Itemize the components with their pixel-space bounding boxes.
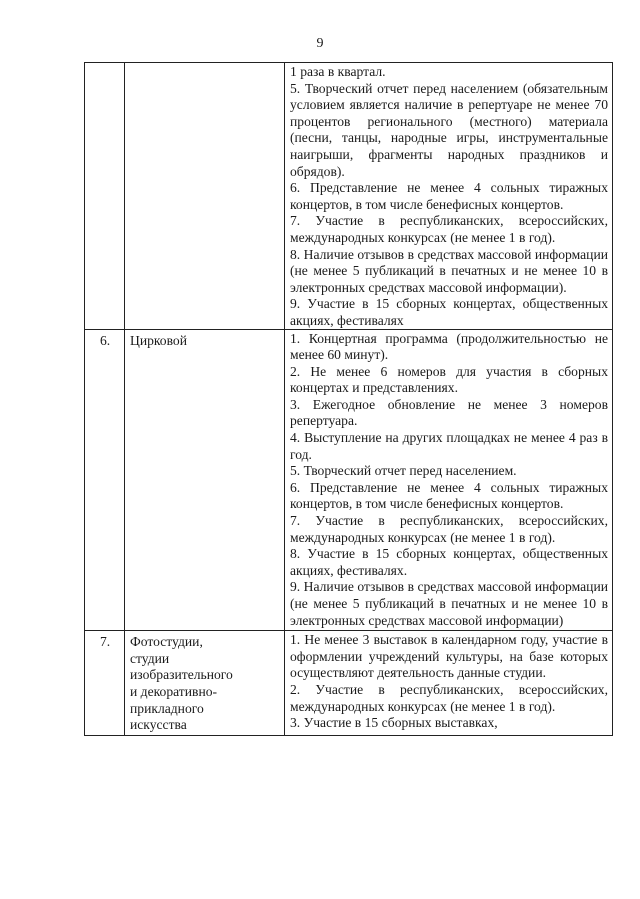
requirement-item: 7. Участие в республиканских, всероссийских, международных конкурсах (не менее 1 в год). xyxy=(290,513,608,545)
row-number: 7. xyxy=(100,634,111,650)
requirement-item: 2. Не менее 6 номеров для участия в сборных концертах и представлениях. xyxy=(290,363,608,396)
page-number: 9 xyxy=(316,36,324,51)
requirement-item: 4. Выступление на других площадках не менее 4 раз в год. xyxy=(290,430,608,462)
row-name-cell xyxy=(125,631,285,736)
requirement-item: 8. Наличие отзывов в средствах массовой информации (не менее 5 публикаций в печатных и не менее 10 в электронных средствах массовой информации). xyxy=(290,246,608,295)
row-number: 6. xyxy=(100,332,111,348)
requirement-item: 5. Творческий отчет перед населением (обязательным условием является наличие в репертуаре не менее 70 процентов регионального (местного) материала (песни, танцы, народные игры, инструментальные наигрыши, фрагменты народных праздников и обрядов). xyxy=(290,80,608,179)
row-name: Цирковой xyxy=(130,332,187,348)
row-requirements-cell xyxy=(285,631,613,736)
requirement-item: 5. Творческий отчет перед населением. xyxy=(290,463,517,479)
row-number-cell xyxy=(85,329,125,631)
requirement-item: 2. Участие в республиканских, всероссийских, международных конкурсах (не менее 1 в год). xyxy=(290,681,608,714)
requirement-item: 9. Наличие отзывов в средствах массовой информации (не менее 5 публикаций в печатных и не менее 10 в электронных средствах массовой информации) xyxy=(290,579,608,628)
row-name-cell xyxy=(125,63,285,330)
requirement-item: 1. Концертная программа (продолжительностью не менее 60 минут). xyxy=(290,330,608,363)
row-name: Фотостудии, студии изобразительного и декоративно- прикладного искусства xyxy=(130,634,233,733)
requirement-item: 3. Ежегодное обновление не менее 3 номеров репертуара. xyxy=(290,396,608,429)
requirement-item: 7. Участие в республиканских, всероссийских, международных конкурсах (не менее 1 в год). xyxy=(290,213,608,245)
requirement-item: 1. Не менее 3 выставок в календарном году, участие в оформлении учреждений культуры, на базе которых осуществляют деятельность данные студии. xyxy=(290,632,608,681)
requirement-item: 8. Участие в 15 сборных концертах, общественных акциях, фестивалях. xyxy=(290,546,608,578)
requirement-item: 3. Участие в 15 сборных выставках, xyxy=(290,715,498,731)
requirement-item: 9. Участие в 15 сборных концертах, общественных акциях, фестивалях xyxy=(290,296,608,328)
row-name-cell xyxy=(125,329,285,631)
requirement-item: 6. Представление не менее 4 сольных тиражных концертов, в том числе бенефисных концертов. xyxy=(290,479,608,512)
requirement-item: 6. Представление не менее 4 сольных тиражных концертов, в том числе бенефисных концертов. xyxy=(290,180,608,212)
row-number-cell xyxy=(85,63,125,330)
row-requirements-cell xyxy=(285,63,613,330)
table-row xyxy=(85,631,613,736)
row-number-cell xyxy=(85,631,125,736)
table-row xyxy=(85,63,613,330)
requirement-item: 1 раза в квартал. xyxy=(290,64,386,79)
row-requirements-cell xyxy=(285,329,613,631)
row-number xyxy=(90,64,120,66)
row-name xyxy=(130,64,280,66)
requirements-table xyxy=(84,62,613,736)
table-row xyxy=(85,329,613,631)
